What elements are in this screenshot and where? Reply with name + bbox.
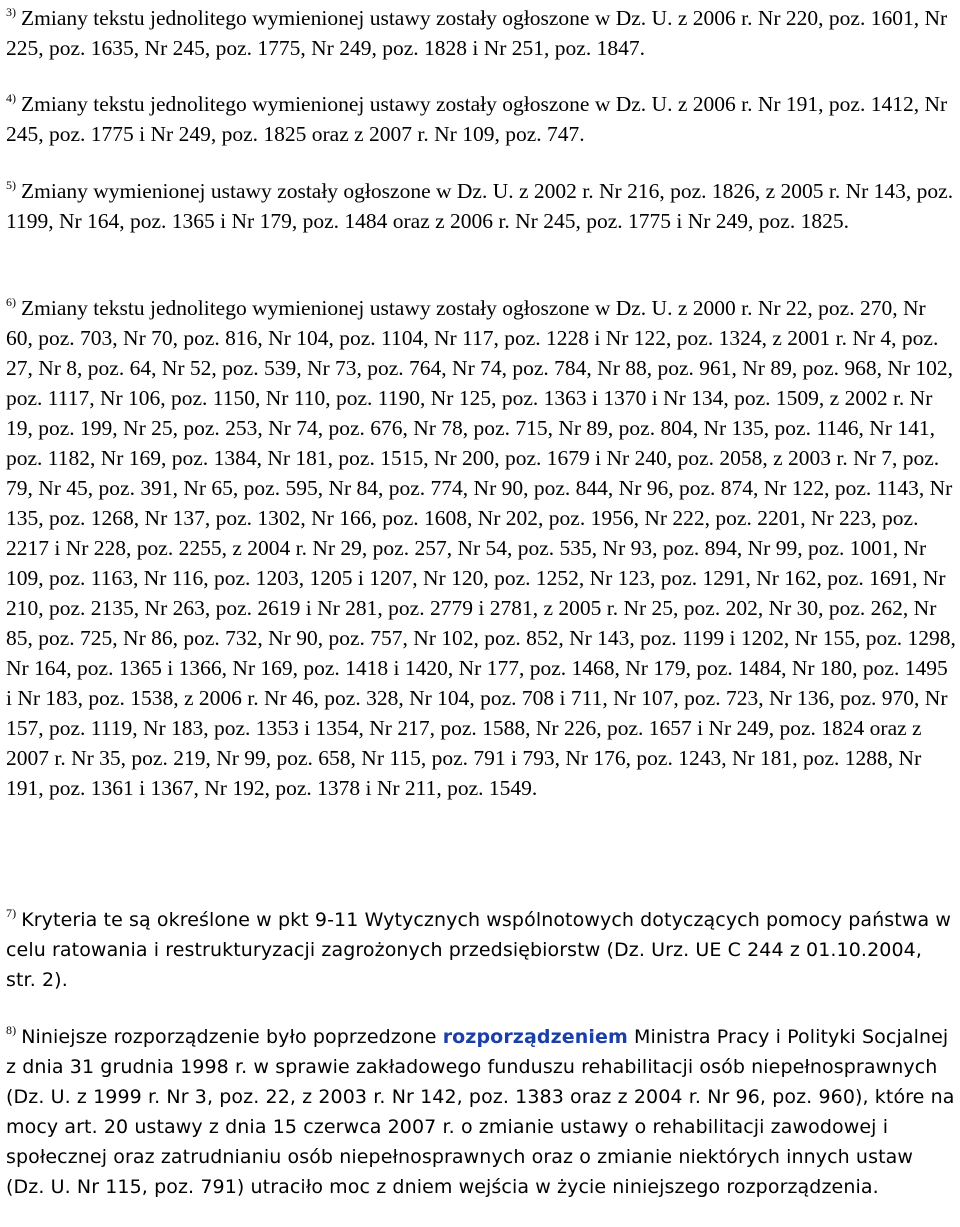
- footnote-text: Kryteria te są określone w pkt 9-11 Wytycznych wspólnotowych dotyczących pomocy państwa w celu ratowania i restrukturyzacji zagrożonych przedsiębiorstw (Dz. Urz. UE C 244 z 01.10.2004, str. 2).: [6, 909, 952, 991]
- footnote-8: [6, 1022, 956, 1202]
- footnote-marker: 6): [6, 295, 16, 309]
- footnote-6: [6, 293, 956, 803]
- footnote-marker: 7): [6, 906, 17, 920]
- footnote-text: Zmiany tekstu jednolitego wymienionej ustawy zostały ogłoszone w Dz. U. z 2006 r. Nr 220, poz. 1601, Nr 225, poz. 1635, Nr 245, poz. 1775, Nr 249, poz. 1828 i Nr 251, poz. 1847.: [6, 6, 948, 60]
- footnote-marker: 4): [6, 91, 16, 105]
- footnote-marker: 3): [6, 5, 16, 19]
- footnote-text: Zmiany tekstu jednolitego wymienionej ustawy zostały ogłoszone w Dz. U. z 2006 r. Nr 191, poz. 1412, Nr 245, poz. 1775 i Nr 249, poz. 1825 oraz z 2007 r. Nr 109, poz. 747.: [6, 92, 948, 146]
- footnote-4: [6, 89, 956, 149]
- footnote-marker: 8): [6, 1023, 17, 1037]
- footnote-marker: 5): [6, 178, 16, 192]
- regulation-link[interactable]: rozporządzeniem: [442, 1026, 628, 1048]
- footnote-text-before-link: Niniejsze rozporządzenie było poprzedzone: [21, 1026, 437, 1048]
- footnote-7: [6, 905, 956, 995]
- footnote-text: Zmiany wymienionej ustawy zostały ogłoszone w Dz. U. z 2002 r. Nr 216, poz. 1826, z 2005 r. Nr 143, poz. 1199, Nr 164, poz. 1365 i Nr 179, poz. 1484 oraz z 2006 r. Nr 245, poz. 1775 i Nr 249, poz. 1825.: [6, 179, 954, 233]
- footnote-5: [6, 176, 956, 236]
- footnote-3: [6, 3, 956, 63]
- footnote-text-after-link: Ministra Pracy i Polityki Socjalnej z dnia 31 grudnia 1998 r. w sprawie zakładowego funduszu rehabilitacji osób niepełnosprawnych (Dz. U. z 1999 r. Nr 3, poz. 22, z 2003 r. Nr 142, poz. 1383 oraz z 2004 r. Nr 96, poz. 960), które na mocy art. 20 ustawy z dnia 15 czerwca 2007 r. o zmianie ustawy o rehabilitacji zawodowej i społecznej oraz zatrudnianiu osób niepełnosprawnych oraz o zmianie niektórych innych ustaw (Dz. U. Nr 115, poz. 791) utraciło moc z dniem wejścia w życie niniejszego rozporządzenia.: [6, 1026, 955, 1198]
- footnote-text: Zmiany tekstu jednolitego wymienionej ustawy zostały ogłoszone w Dz. U. z 2000 r. Nr 22, poz. 270, Nr 60, poz. 703, Nr 70, poz. 816, Nr 104, poz. 1104, Nr 117, poz. 1228 i Nr 122, poz. 1324, z 2001 r. Nr 4, poz. 27, Nr 8, poz. 64, Nr 52, poz. 539, Nr 73, poz. 764, Nr 74, poz. 784, Nr 88, poz. 961, Nr 89, poz. 968, Nr 102, poz. 1117, Nr 106, poz. 1150, Nr 110, poz. 1190, Nr 125, poz. 1363 i 1370 i Nr 134, poz. 1509, z 2002 r. Nr 19, poz. 199, Nr 25, poz. 253, Nr 74, poz. 676, Nr 78, poz. 715, Nr 89, poz. 804, Nr 135, poz. 1146, Nr 141, poz. 1182, Nr 169, poz. 1384, Nr 181, poz. 1515, Nr 200, poz. 1679 i Nr 240, poz. 2058, z 2003 r. Nr 7, poz. 79, Nr 45, poz. 391, Nr 65, poz. 595, Nr 84, poz. 774, Nr 90, poz. 844, Nr 96, poz. 874, Nr 122, poz. 1143, Nr 135, poz. 1268, Nr 137, poz. 1302, Nr 166, poz. 1608, Nr 202, poz. 1956, Nr 222, poz. 2201, Nr 223, poz. 2217 i Nr 228, poz. 2255, z 2004 r. Nr 29, poz. 257, Nr 54, poz. 535, Nr 93, poz. 894, Nr 99, poz. 1001, Nr 109, poz. 1163, Nr 116, poz. 1203, 1205 i 1207, Nr 120, poz. 1252, Nr 123, poz. 1291, Nr 162, poz. 1691, Nr 210, poz. 2135, Nr 263, poz. 2619 i Nr 281, poz. 2779 i 2781, z 2005 r. Nr 25, poz. 202, Nr 30, poz. 262, Nr 85, poz. 725, Nr 86, poz. 732, Nr 90, poz. 757, Nr 102, poz. 852, Nr 143, poz. 1199 i 1202, Nr 155, poz. 1298, Nr 164, poz. 1365 i 1366, Nr 169, poz. 1418 i 1420, Nr 177, poz. 1468, Nr 179, poz. 1484, Nr 180, poz. 1495 i Nr 183, poz. 1538, z 2006 r. Nr 46, poz. 328, Nr 104, poz. 708 i 711, Nr 107, poz. 723, Nr 136, poz. 970, Nr 157, poz. 1119, Nr 183, poz. 1353 i 1354, Nr 217, poz. 1588, Nr 226, poz. 1657 i Nr 249, poz. 1824 oraz z 2007 r. Nr 35, poz. 219, Nr 99, poz. 658, Nr 115, poz. 791 i 793, Nr 176, poz. 1243, Nr 181, poz. 1288, Nr 191, poz. 1361 i 1367, Nr 192, poz. 1378 i Nr 211, poz. 1549.: [6, 296, 956, 800]
